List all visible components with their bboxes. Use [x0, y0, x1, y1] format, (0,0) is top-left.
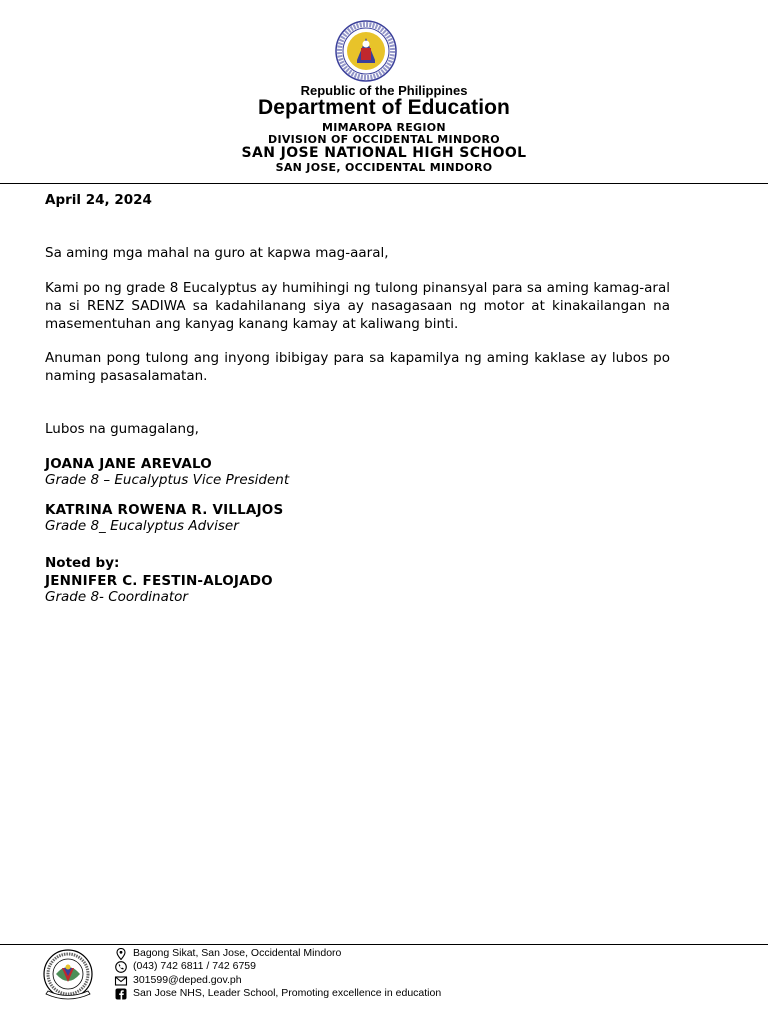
- footer-email: [114, 974, 242, 987]
- region-heading: MIMAROPA REGION: [322, 121, 446, 134]
- republic-heading: Republic of the Philippines: [300, 83, 468, 98]
- footer-email-text: 301599@deped.gov.ph: [133, 974, 242, 986]
- signatory-name: JOANA JANE AREVALO: [45, 456, 212, 472]
- phone-icon: [114, 961, 128, 973]
- signatory-title: Grade 8 – Eucalyptus Vice President: [45, 472, 290, 488]
- division-heading: DIVISION OF OCCIDENTAL MINDORO: [268, 133, 500, 146]
- letter-paragraph-1: Kami po ng grade 8 Eucalyptus ay humihingi ng tulong pinansyal para sa aming kamag-aral na si RENZ SADIWA sa kadahilanang siya ay nasagasaan ng motor at kinakailangan na masementuhan ang kanyag kanang kamay at kaliwang binti.: [45, 280, 670, 332]
- school-seal-icon: [38, 948, 98, 1004]
- letter-closing: Lubos na gumagalang,: [45, 421, 199, 437]
- footer-divider: [0, 944, 768, 945]
- facebook-icon: [114, 988, 128, 1000]
- footer-phone: [114, 960, 256, 973]
- letter-paragraph-2: Anuman pong tulong ang inyong ibibigay para sa kapamilya ng aming kaklase ay lubos po naming pasasalamatan.: [45, 350, 670, 384]
- school-heading: SAN JOSE NATIONAL HIGH SCHOOL: [241, 145, 527, 161]
- noted-title: Grade 8- Coordinator: [45, 589, 188, 605]
- signatory-block: [45, 502, 283, 534]
- envelope-icon: [114, 975, 128, 987]
- signatory-title: Grade 8_ Eucalyptus Adviser: [45, 518, 239, 534]
- map-pin-icon: [114, 948, 128, 960]
- noted-by-label: Noted by:: [45, 555, 120, 571]
- school-address-heading: SAN JOSE, OCCIDENTAL MINDORO: [275, 161, 493, 174]
- footer-location: [114, 947, 341, 960]
- letter-salutation: Sa aming mga mahal na guro at kapwa mag-aaral,: [45, 245, 389, 261]
- letter-date: April 24, 2024: [45, 192, 152, 208]
- signatory-block: [45, 456, 289, 488]
- footer-facebook: [114, 987, 441, 1000]
- noted-name: JENNIFER C. FESTIN-ALOJADO: [45, 573, 273, 589]
- deped-seal-icon: [335, 20, 397, 82]
- footer-facebook-text: San Jose NHS, Leader School, Promoting excellence in education: [133, 987, 442, 999]
- footer-location-text: Bagong Sikat, San Jose, Occidental Mindoro: [133, 947, 342, 959]
- signatory-name: KATRINA ROWENA R. VILLAJOS: [45, 502, 284, 518]
- noted-signatory-block: [45, 573, 273, 605]
- footer-phone-text: (043) 742 6811 / 742 6759: [133, 960, 256, 972]
- department-heading: Department of Education: [258, 96, 510, 119]
- header-divider: [0, 183, 768, 184]
